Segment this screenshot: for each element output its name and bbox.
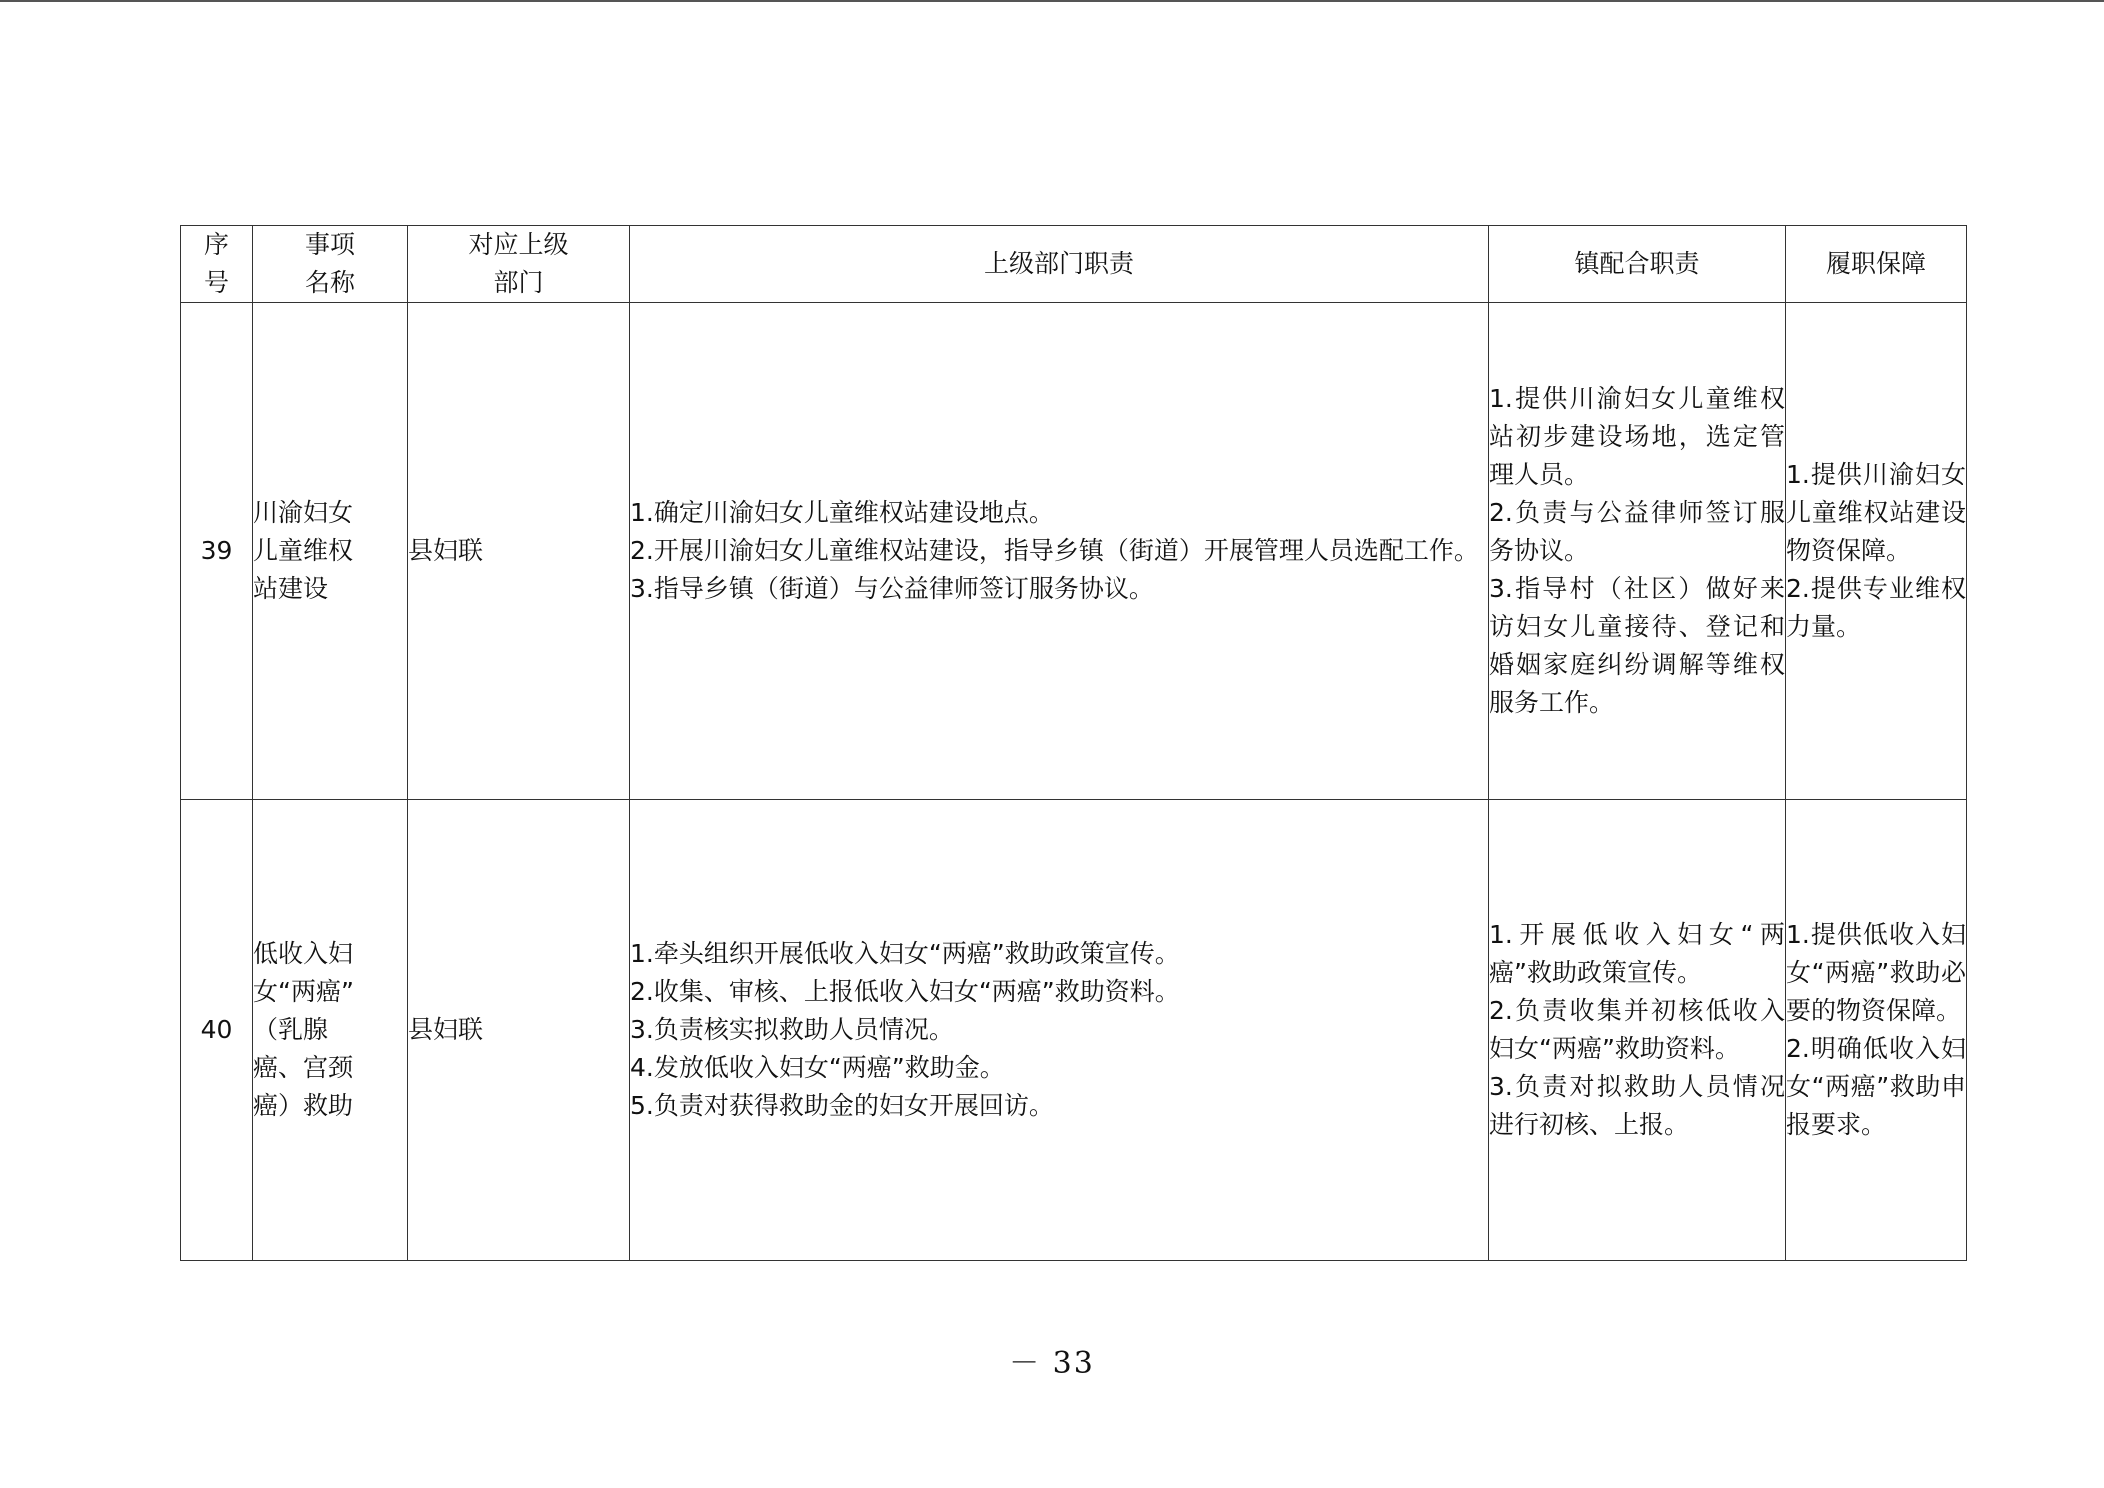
header-upper-dept: 对应上级 部门 bbox=[408, 226, 630, 303]
top-border-line bbox=[0, 0, 2104, 2]
upper-duty-item: 1.牵头组织开展低收入妇女“两癌”救助政策宣传。 bbox=[630, 939, 1180, 968]
town-duty-cell bbox=[1489, 303, 1786, 800]
town-duty-item: 2.负责收集并初核低收入妇女“两癌”救助资料。 bbox=[1489, 996, 1785, 1063]
item-name: 低收入妇 女“两癌” （乳腺 癌、宫颈 癌）救助 bbox=[253, 800, 408, 1261]
table-row bbox=[181, 303, 1967, 800]
town-duty-item: 3.负责对拟救助人员情况进行初核、上报。 bbox=[1489, 1072, 1785, 1139]
upper-duty-item: 1.确定川渝妇女儿童维权站建设地点。 bbox=[630, 498, 1054, 527]
item-name: 川渝妇女 儿童维权 站建设 bbox=[253, 303, 408, 800]
header-item-name: 事项 名称 bbox=[253, 226, 408, 303]
guarantee-item: 2.提供专业维权力量。 bbox=[1786, 574, 1966, 641]
guarantee-item: 1.提供低收入妇女“两癌”救助必要的物资保障。 bbox=[1786, 920, 1966, 1025]
town-duty-item: 2.负责与公益律师签订服务协议。 bbox=[1489, 498, 1785, 565]
duty-table bbox=[180, 225, 1967, 1261]
table-header bbox=[181, 226, 1967, 303]
upper-duty-item: 3.负责核实拟救助人员情况。 bbox=[630, 1015, 954, 1044]
guarantee-cell bbox=[1786, 303, 1967, 800]
guarantee-cell bbox=[1786, 800, 1967, 1261]
header-row bbox=[181, 226, 1967, 303]
row-no: 40 bbox=[181, 800, 253, 1261]
upper-duty-item: 3.指导乡镇（街道）与公益律师签订服务协议。 bbox=[630, 574, 1154, 603]
table-body bbox=[181, 303, 1967, 1261]
header-guarantee: 履职保障 bbox=[1786, 226, 1967, 303]
guarantee-item: 1.提供川渝妇女儿童维权站建设物资保障。 bbox=[1786, 460, 1966, 565]
town-duty-item: 1.提供川渝妇女儿童维权站初步建设场地，选定管理人员。 bbox=[1489, 384, 1785, 489]
town-duty-cell bbox=[1489, 800, 1786, 1261]
row-no: 39 bbox=[181, 303, 253, 800]
header-upper-duty: 上级部门职责 bbox=[630, 226, 1489, 303]
town-duty-item: 1.开展低收入妇女“两癌”救助政策宣传。 bbox=[1489, 920, 1785, 987]
town-duty-item: 3.指导村（社区）做好来访妇女儿童接待、登记和婚姻家庭纠纷调解等维权服务工作。 bbox=[1489, 574, 1785, 717]
upper-dept: 县妇联 bbox=[408, 800, 630, 1261]
upper-duty-cell bbox=[630, 303, 1489, 800]
guarantee-item: 2.明确低收入妇女“两癌”救助申报要求。 bbox=[1786, 1034, 1966, 1139]
upper-duty-cell bbox=[630, 800, 1489, 1261]
upper-duty-item: 4.发放低收入妇女“两癌”救助金。 bbox=[630, 1053, 1005, 1082]
table-row bbox=[181, 800, 1967, 1261]
upper-dept: 县妇联 bbox=[408, 303, 630, 800]
header-no: 序 号 bbox=[181, 226, 253, 303]
upper-duty-item: 2.开展川渝妇女儿童维权站建设，指导乡镇（街道）开展管理人员选配工作。 bbox=[630, 536, 1479, 565]
page-number: － 33 bbox=[1009, 1346, 1095, 1381]
upper-duty-item: 5.负责对获得救助金的妇女开展回访。 bbox=[630, 1091, 1054, 1120]
header-town-duty: 镇配合职责 bbox=[1489, 226, 1786, 303]
upper-duty-item: 2.收集、审核、上报低收入妇女“两癌”救助资料。 bbox=[630, 977, 1180, 1006]
